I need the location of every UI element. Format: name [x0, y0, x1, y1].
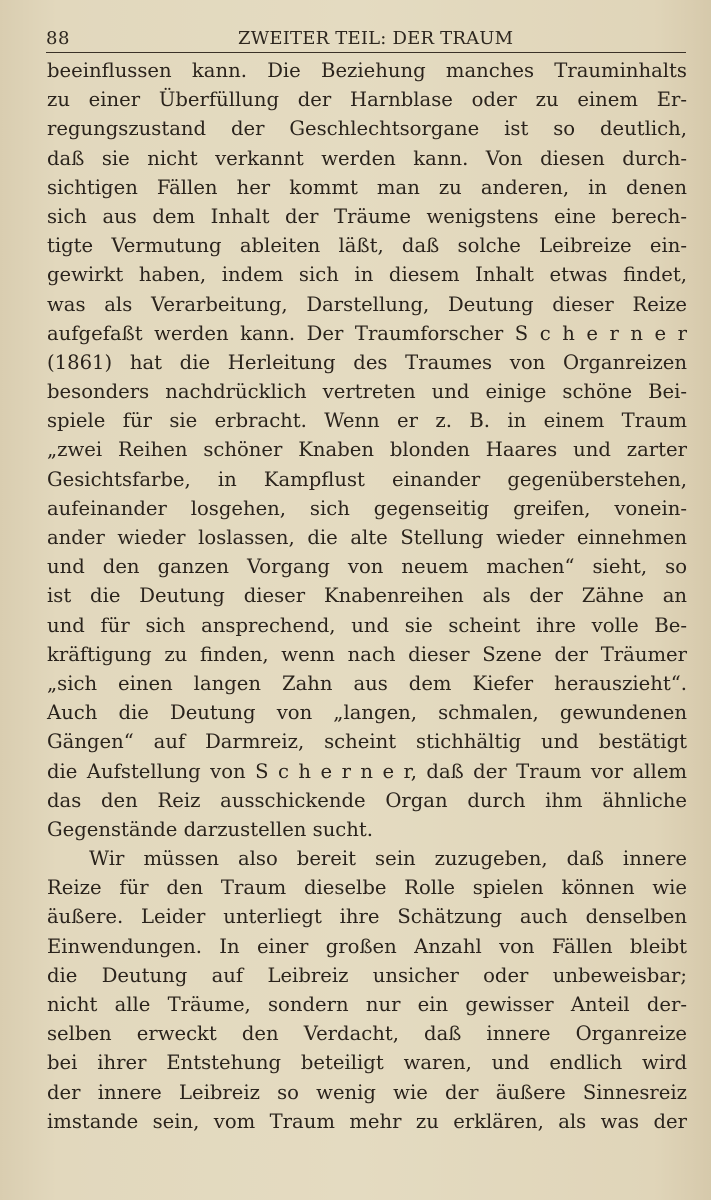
text-line: Auch die Deutung von „langen, schmalen, gewundenen [47, 701, 687, 725]
text-line: selben erweckt den Verdacht, daß innere Organreize [47, 1022, 687, 1046]
text-line: das den Reiz ausschickende Organ durch ihm ähnliche [47, 788, 687, 812]
text-line: imstande sein, vom Traum mehr zu erklären, als was der [47, 1109, 687, 1133]
text-line: was als Verarbeitung, Darstellung, Deutung dieser Reize [47, 292, 687, 316]
text-line: der innere Leibreiz so wenig wie der äußere Sinnesreiz [47, 1080, 687, 1104]
text-line: „sich einen langen Zahn aus dem Kiefer herauszieht“. [47, 671, 687, 695]
text-line: gewirkt haben, indem sich in diesem Inhalt etwas findet, [47, 263, 687, 287]
text-line: aufgefaßt werden kann. Der Traumforscher S c h e r n e r [47, 321, 687, 345]
header-rule [46, 52, 686, 53]
text-line: Reize für den Traum dieselbe Rolle spielen können wie [47, 876, 687, 900]
text-line: „zwei Reihen schöner Knaben blonden Haares und zarter [47, 438, 687, 462]
text-line: aufeinander losgehen, sich gegenseitig greifen, vonein- [47, 496, 687, 520]
text-line: Einwendungen. In einer großen Anzahl von Fällen bleibt [47, 934, 687, 958]
text-line: und für sich ansprechend, und sie scheint ihre volle Be- [47, 613, 687, 637]
text-line: ander wieder loslassen, die alte Stellung wieder einnehmen [47, 526, 687, 549]
page-header [46, 26, 686, 52]
text-line: äußere. Leider unterliegt ihre Schätzung auch denselben [47, 905, 687, 929]
text-line: sichtigen Fällen her kommt man zu anderen, in denen [47, 175, 687, 199]
text-line: spiele für sie erbracht. Wenn er z. B. in einem Traum [47, 409, 687, 433]
text-line: tigte Vermutung ableiten läßt, daß solche Leibreize ein- [47, 234, 687, 258]
text-line: Gängen“ auf Darmreiz, scheint stichhältig und bestätigt [47, 730, 687, 754]
text-line: ist die Deutung dieser Knabenreihen als der Zähne an [47, 584, 687, 608]
body-text [47, 56, 687, 1136]
text-line: die Deutung auf Leibreiz unsicher oder unbeweisbar; [47, 963, 687, 987]
text-line: beeinflussen kann. Die Beziehung manches Trauminhalts [47, 59, 687, 82]
text-line: Wir müssen also bereit sein zuzugeben, daß innere [89, 847, 687, 871]
text-line: die Aufstellung von S c h e r n e r, daß der Traum vor allem [47, 759, 687, 783]
text-line: daß sie nicht verkannt werden kann. Von diesen durch- [47, 146, 687, 170]
text-line: sich aus dem Inhalt der Träume wenigstens eine berech- [47, 204, 687, 228]
text-line: und den ganzen Vorgang von neuem machen“ sieht, so [47, 555, 687, 579]
text-line: zu einer Überfüllung der Harnblase oder zu einem Er- [47, 88, 687, 112]
text-line: regungszustand der Geschlechtsorgane ist so deutlich, [47, 117, 687, 141]
text-line: besonders nachdrücklich vertreten und einige schöne Bei- [47, 380, 687, 404]
text-line: bei ihrer Entstehung beteiligt waren, und endlich wird [47, 1051, 687, 1075]
page-number: 88 [46, 28, 70, 49]
text-line: Gesichtsfarbe, in Kampflust einander gegenüberstehen, [47, 467, 687, 491]
text-line: (1861) hat die Herleitung des Traumes von Organreizen [47, 350, 687, 374]
text-line: Gegenstände darzustellen sucht. [47, 817, 374, 841]
text-line: kräftigung zu finden, wenn nach dieser Szene der Träumer [47, 642, 687, 666]
running-head: ZWEITER TEIL: DER TRAUM [238, 28, 514, 49]
text-line: nicht alle Träume, sondern nur ein gewisser Anteil der- [47, 993, 687, 1016]
